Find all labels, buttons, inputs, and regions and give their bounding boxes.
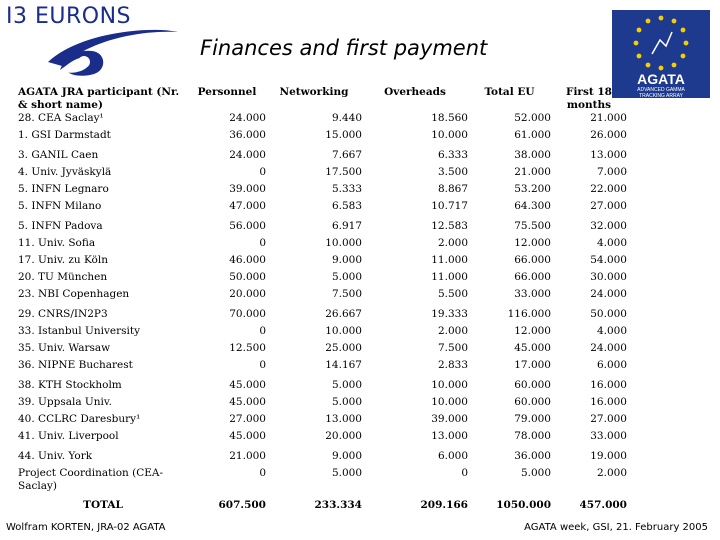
cell-first18: 26.000 xyxy=(590,129,627,141)
table-row xyxy=(18,467,627,493)
table-row xyxy=(18,430,627,447)
cell-total: 78.000 xyxy=(514,430,551,442)
cell-total: 45.000 xyxy=(514,342,551,354)
cell-first18: 4.000 xyxy=(596,237,627,249)
cell-networking: 5.333 xyxy=(331,183,362,195)
cell-total: 36.000 xyxy=(514,450,551,462)
table-row xyxy=(18,146,627,166)
table-row xyxy=(18,166,627,183)
table-row xyxy=(18,342,627,359)
cell-networking: 5.000 xyxy=(331,379,362,391)
total-total-eu: 1050.000 xyxy=(496,499,551,511)
cell-total: 33.000 xyxy=(514,288,551,300)
table-row xyxy=(18,447,627,467)
participant-name-cell: 36. NIPNE Bucharest xyxy=(18,359,133,371)
table-row xyxy=(18,217,627,237)
cell-overheads: 18.560 xyxy=(431,112,468,124)
cell-first18: 4.000 xyxy=(596,325,627,337)
page-title: Finances and first payment xyxy=(200,36,488,60)
cell-personnel: 45.000 xyxy=(229,396,266,408)
participant-name-cell: 3. GANIL Caen xyxy=(18,149,99,161)
cell-networking: 5.000 xyxy=(331,396,362,408)
table-row xyxy=(18,112,627,129)
cell-total: 21.000 xyxy=(514,166,551,178)
cell-networking: 6.917 xyxy=(331,220,362,232)
total-overheads: 209.166 xyxy=(420,499,468,511)
cell-first18: 50.000 xyxy=(590,308,627,320)
cell-personnel: 21.000 xyxy=(229,450,266,462)
participant-name-cell: 39. Uppsala Univ. xyxy=(18,396,112,408)
col-personnel: Personnel xyxy=(197,86,257,98)
cell-first18: 16.000 xyxy=(590,396,627,408)
cell-overheads: 39.000 xyxy=(431,413,468,425)
table-row xyxy=(18,200,627,217)
cell-personnel: 50.000 xyxy=(229,271,266,283)
cell-first18: 6.000 xyxy=(596,359,627,371)
finance-table xyxy=(18,86,627,516)
participant-name-cell: 11. Univ. Sofia xyxy=(18,237,96,249)
cell-overheads: 2.000 xyxy=(437,325,468,337)
cell-personnel: 46.000 xyxy=(229,254,266,266)
col-overheads: Overheads xyxy=(384,86,446,98)
col-participant: AGATA JRA participant (Nr. & short name) xyxy=(18,86,180,111)
table-row xyxy=(18,359,627,376)
cell-overheads: 10.000 xyxy=(431,379,468,391)
brand-title: I3 EURONS xyxy=(6,4,132,29)
cell-first18: 22.000 xyxy=(590,183,627,195)
cell-total: 61.000 xyxy=(514,129,551,141)
cell-total: 66.000 xyxy=(514,271,551,283)
cell-overheads: 10.000 xyxy=(431,396,468,408)
svg-text:ADVANCED GAMMA: ADVANCED GAMMA xyxy=(637,87,685,93)
footer-event: AGATA week, GSI, 21. February 2005 xyxy=(524,522,708,533)
cell-networking: 10.000 xyxy=(325,237,362,249)
cell-personnel: 36.000 xyxy=(229,129,266,141)
footer-author: Wolfram KORTEN, JRA-02 AGATA xyxy=(6,522,166,533)
total-personnel: 607.500 xyxy=(218,499,266,511)
cell-overheads: 7.500 xyxy=(437,342,468,354)
cell-personnel: 47.000 xyxy=(229,200,266,212)
table-row xyxy=(18,325,627,342)
cell-personnel: 0 xyxy=(259,467,266,479)
participant-name-cell: 5. INFN Legnaro xyxy=(18,183,109,195)
cell-first18: 7.000 xyxy=(596,166,627,178)
cell-first18: 54.000 xyxy=(590,254,627,266)
cell-overheads: 10.000 xyxy=(431,129,468,141)
cell-total: 12.000 xyxy=(514,325,551,337)
cell-first18: 27.000 xyxy=(590,413,627,425)
cell-networking: 14.167 xyxy=(325,359,362,371)
table-header-row xyxy=(18,86,627,112)
cell-networking: 6.583 xyxy=(331,200,362,212)
table-row xyxy=(18,271,627,288)
total-label: TOTAL xyxy=(83,499,123,511)
participant-name-cell: 23. NBI Copenhagen xyxy=(18,288,130,300)
cell-networking: 5.000 xyxy=(331,271,362,283)
col-first-18-months: First 18 months xyxy=(565,86,612,111)
cell-total: 52.000 xyxy=(514,112,551,124)
cell-personnel: 20.000 xyxy=(229,288,266,300)
table-row xyxy=(18,183,627,200)
i3-six-logo xyxy=(40,22,180,78)
cell-total: 79.000 xyxy=(514,413,551,425)
cell-networking: 9.000 xyxy=(331,450,362,462)
cell-total: 60.000 xyxy=(514,396,551,408)
svg-text:TRACKING ARRAY: TRACKING ARRAY xyxy=(639,93,683,98)
total-networking: 233.334 xyxy=(314,499,362,511)
cell-total: 60.000 xyxy=(514,379,551,391)
col-networking: Networking xyxy=(279,86,349,98)
table-row xyxy=(18,396,627,413)
cell-personnel: 0 xyxy=(259,166,266,178)
cell-personnel: 70.000 xyxy=(229,308,266,320)
agata-logo xyxy=(612,10,710,98)
participant-name-cell: 5. INFN Milano xyxy=(18,200,102,212)
total-row xyxy=(18,493,627,516)
cell-overheads: 2.000 xyxy=(437,237,468,249)
cell-total: 53.200 xyxy=(514,183,551,195)
cell-personnel: 56.000 xyxy=(229,220,266,232)
participant-name-cell: Project Coordination (CEA-Saclay) xyxy=(18,467,164,492)
cell-first18: 32.000 xyxy=(590,220,627,232)
participant-name-cell: 29. CNRS/IN2P3 xyxy=(18,308,108,320)
cell-overheads: 0 xyxy=(461,467,468,479)
cell-total: 75.500 xyxy=(514,220,551,232)
cell-total: 66.000 xyxy=(514,254,551,266)
participant-name-cell: 20. TU München xyxy=(18,271,108,283)
participant-name-cell: 1. GSI Darmstadt xyxy=(18,129,111,141)
cell-first18: 27.000 xyxy=(590,200,627,212)
cell-overheads: 6.333 xyxy=(437,149,468,161)
cell-first18: 19.000 xyxy=(590,450,627,462)
cell-overheads: 11.000 xyxy=(431,271,468,283)
cell-personnel: 27.000 xyxy=(229,413,266,425)
participant-name-cell: 35. Univ. Warsaw xyxy=(18,342,111,354)
cell-networking: 5.000 xyxy=(331,467,362,479)
cell-overheads: 6.000 xyxy=(437,450,468,462)
cell-overheads: 12.583 xyxy=(431,220,468,232)
table-row xyxy=(18,376,627,396)
cell-total: 38.000 xyxy=(514,149,551,161)
cell-personnel: 0 xyxy=(259,359,266,371)
participant-name-cell: 28. CEA Saclay¹ xyxy=(18,112,104,124)
cell-overheads: 19.333 xyxy=(431,308,468,320)
cell-total: 17.000 xyxy=(514,359,551,371)
cell-total: 12.000 xyxy=(514,237,551,249)
cell-personnel: 12.500 xyxy=(229,342,266,354)
participant-name-cell: 4. Univ. Jyväskylä xyxy=(18,166,112,178)
cell-first18: 13.000 xyxy=(590,149,627,161)
cell-overheads: 11.000 xyxy=(431,254,468,266)
col-total-eu: Total EU xyxy=(484,86,535,98)
cell-first18: 2.000 xyxy=(596,467,627,479)
cell-personnel: 0 xyxy=(259,237,266,249)
cell-networking: 9.000 xyxy=(331,254,362,266)
cell-overheads: 5.500 xyxy=(437,288,468,300)
cell-networking: 25.000 xyxy=(325,342,362,354)
cell-personnel: 24.000 xyxy=(229,149,266,161)
cell-personnel: 24.000 xyxy=(229,112,266,124)
cell-networking: 20.000 xyxy=(325,430,362,442)
cell-overheads: 13.000 xyxy=(431,430,468,442)
table-row xyxy=(18,413,627,430)
cell-total: 116.000 xyxy=(507,308,551,320)
cell-networking: 15.000 xyxy=(325,129,362,141)
participant-name-cell: 40. CCLRC Daresbury¹ xyxy=(18,413,141,425)
participant-name-cell: 17. Univ. zu Köln xyxy=(18,254,109,266)
svg-text:AGATA: AGATA xyxy=(637,71,685,87)
table-row xyxy=(18,237,627,254)
cell-overheads: 8.867 xyxy=(437,183,468,195)
table-row xyxy=(18,288,627,305)
cell-networking: 9.440 xyxy=(331,112,362,124)
cell-networking: 13.000 xyxy=(325,413,362,425)
cell-overheads: 10.717 xyxy=(431,200,468,212)
table-row xyxy=(18,129,627,146)
cell-first18: 24.000 xyxy=(590,288,627,300)
cell-first18: 24.000 xyxy=(590,342,627,354)
participant-name-cell: 5. INFN Padova xyxy=(18,220,103,232)
cell-networking: 26.667 xyxy=(325,308,362,320)
cell-overheads: 2.833 xyxy=(437,359,468,371)
cell-networking: 7.667 xyxy=(331,149,362,161)
cell-networking: 10.000 xyxy=(325,325,362,337)
participant-name-cell: 38. KTH Stockholm xyxy=(18,379,122,391)
cell-first18: 16.000 xyxy=(590,379,627,391)
cell-total: 5.000 xyxy=(520,467,551,479)
cell-overheads: 3.500 xyxy=(437,166,468,178)
table-row xyxy=(18,254,627,271)
cell-first18: 21.000 xyxy=(590,112,627,124)
cell-total: 64.300 xyxy=(514,200,551,212)
cell-networking: 17.500 xyxy=(325,166,362,178)
cell-networking: 7.500 xyxy=(331,288,362,300)
cell-first18: 33.000 xyxy=(590,430,627,442)
total-first-18-months: 457.000 xyxy=(579,499,627,511)
participant-name-cell: 41. Univ. Liverpool xyxy=(18,430,119,442)
cell-personnel: 0 xyxy=(259,325,266,337)
table-row xyxy=(18,305,627,325)
cell-personnel: 39.000 xyxy=(229,183,266,195)
participant-name-cell: 44. Univ. York xyxy=(18,450,93,462)
cell-personnel: 45.000 xyxy=(229,379,266,391)
cell-personnel: 45.000 xyxy=(229,430,266,442)
cell-first18: 30.000 xyxy=(590,271,627,283)
participant-name-cell: 33. Istanbul University xyxy=(18,325,141,337)
